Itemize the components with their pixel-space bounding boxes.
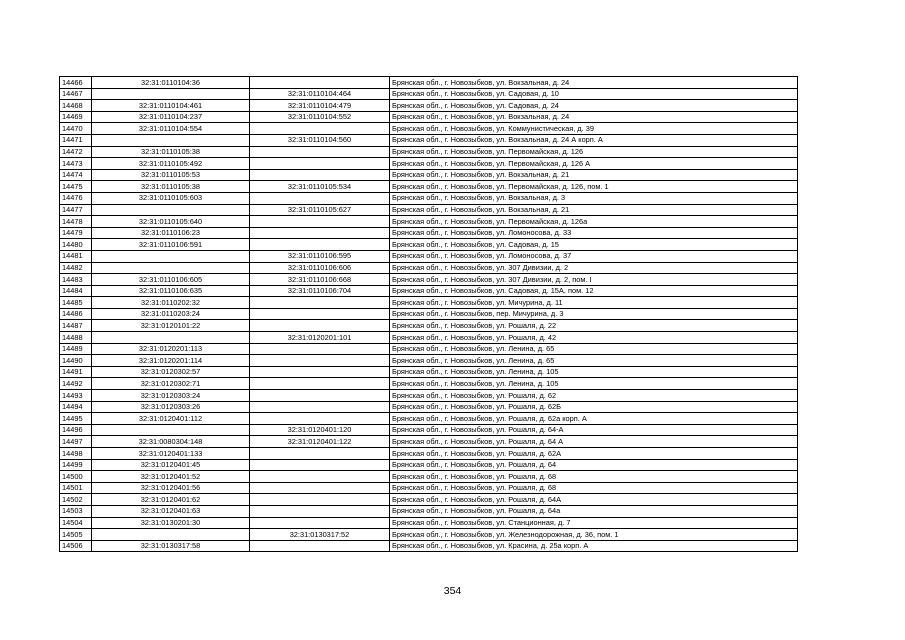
table-row <box>60 459 798 471</box>
address-cell: Брянская обл., г. Новозыбков, ул. Рошаля, д. 62Б <box>390 401 798 413</box>
address-cell: Брянская обл., г. Новозыбков, ул. Рошаля, д. 64 А <box>390 436 798 448</box>
table-row <box>60 169 798 181</box>
table-row <box>60 192 798 204</box>
address-cell: Брянская обл., г. Новозыбков, ул. 307 Дивизии, д. 2, пом. I <box>390 274 798 286</box>
cadastral-number-cell: 32:31:0110104:36 <box>92 77 250 89</box>
row-number-cell: 14496 <box>60 424 92 436</box>
cadastral-number-cell: 32:31:0110105:640 <box>92 216 250 228</box>
row-number-cell: 14480 <box>60 239 92 251</box>
table-row <box>60 134 798 146</box>
linked-cadastral-number-cell <box>250 320 390 332</box>
linked-cadastral-number-cell: 32:31:0130317:52 <box>250 529 390 541</box>
table-row <box>60 297 798 309</box>
address-cell: Брянская обл., г. Новозыбков, ул. Вокзальная, д. 24 А корп. А <box>390 134 798 146</box>
cadastral-number-cell: 32:31:0110105:492 <box>92 158 250 170</box>
table-row <box>60 262 798 274</box>
table-row <box>60 471 798 483</box>
cadastral-number-cell: 32:31:0110104:237 <box>92 111 250 123</box>
row-number-cell: 14467 <box>60 88 92 100</box>
row-number-cell: 14471 <box>60 134 92 146</box>
table-row <box>60 505 798 517</box>
address-cell: Брянская обл., г. Новозыбков, ул. Вокзальная, д. 21 <box>390 204 798 216</box>
table-row <box>60 436 798 448</box>
table-row <box>60 401 798 413</box>
row-number-cell: 14501 <box>60 482 92 494</box>
table-row <box>60 366 798 378</box>
linked-cadastral-number-cell <box>250 343 390 355</box>
linked-cadastral-number-cell: 32:31:0110104:479 <box>250 100 390 112</box>
cadastral-number-cell <box>92 134 250 146</box>
address-cell: Брянская обл., г. Новозыбков, ул. Рошаля, д. 42 <box>390 332 798 344</box>
cadastral-number-cell: 32:31:0110105:603 <box>92 192 250 204</box>
address-cell: Брянская обл., г. Новозыбков, ул. Садовая, д. 15А, пом. 12 <box>390 285 798 297</box>
linked-cadastral-number-cell <box>250 494 390 506</box>
cadastral-number-cell <box>92 332 250 344</box>
cadastral-number-cell <box>92 529 250 541</box>
address-cell: Брянская обл., г. Новозыбков, ул. Рошаля, д. 64 <box>390 459 798 471</box>
cadastral-number-cell: 32:31:0110203:24 <box>92 308 250 320</box>
cadastral-number-cell: 32:31:0120401:62 <box>92 494 250 506</box>
linked-cadastral-number-cell <box>250 355 390 367</box>
address-cell: Брянская обл., г. Новозыбков, ул. Ленина, д. 105 <box>390 378 798 390</box>
table-row <box>60 517 798 529</box>
linked-cadastral-number-cell <box>250 517 390 529</box>
page-number: 354 <box>443 585 462 597</box>
table-row <box>60 216 798 228</box>
cadastral-number-cell: 32:31:0110106:591 <box>92 239 250 251</box>
linked-cadastral-number-cell: 32:31:0110105:627 <box>250 204 390 216</box>
cadastral-number-cell: 32:31:0110106:635 <box>92 285 250 297</box>
cadastral-number-cell: 32:31:0120303:24 <box>92 390 250 402</box>
linked-cadastral-number-cell: 32:31:0110104:552 <box>250 111 390 123</box>
table-row <box>60 540 798 552</box>
cadastral-number-cell <box>92 262 250 274</box>
cadastral-number-cell: 32:31:0120302:71 <box>92 378 250 390</box>
row-number-cell: 14502 <box>60 494 92 506</box>
linked-cadastral-number-cell <box>250 308 390 320</box>
cadastral-number-cell: 32:31:0120401:52 <box>92 471 250 483</box>
row-number-cell: 14500 <box>60 471 92 483</box>
cadastral-number-cell: 32:31:0110106:23 <box>92 227 250 239</box>
table-row <box>60 100 798 112</box>
cadastral-number-cell <box>92 250 250 262</box>
address-cell: Брянская обл., г. Новозыбков, ул. Рошаля, д. 22 <box>390 320 798 332</box>
address-cell: Брянская обл., г. Новозыбков, ул. Вокзальная, д. 3 <box>390 192 798 204</box>
cadastral-number-cell: 32:31:0110105:38 <box>92 146 250 158</box>
row-number-cell: 14466 <box>60 77 92 89</box>
row-number-cell: 14495 <box>60 413 92 425</box>
registry-table-body <box>60 77 798 552</box>
linked-cadastral-number-cell: 32:31:0110104:464 <box>250 88 390 100</box>
address-cell: Брянская обл., г. Новозыбков, ул. Рошаля, д. 64-А <box>390 424 798 436</box>
cadastral-number-cell: 32:31:0120303:26 <box>92 401 250 413</box>
linked-cadastral-number-cell <box>250 227 390 239</box>
row-number-cell: 14479 <box>60 227 92 239</box>
row-number-cell: 14469 <box>60 111 92 123</box>
row-number-cell: 14489 <box>60 343 92 355</box>
row-number-cell: 14503 <box>60 505 92 517</box>
address-cell: Брянская обл., г. Новозыбков, ул. Рошаля, д. 68 <box>390 482 798 494</box>
address-cell: Брянская обл., г. Новозыбков, ул. Станционная, д. 7 <box>390 517 798 529</box>
linked-cadastral-number-cell <box>250 123 390 135</box>
cadastral-number-cell: 32:31:0120401:63 <box>92 505 250 517</box>
address-cell: Брянская обл., г. Новозыбков, ул. Первомайская, д. 126 А <box>390 158 798 170</box>
cadastral-number-cell: 32:31:0080304:148 <box>92 436 250 448</box>
linked-cadastral-number-cell: 32:31:0120201:101 <box>250 332 390 344</box>
linked-cadastral-number-cell <box>250 390 390 402</box>
address-cell: Брянская обл., г. Новозыбков, ул. Ленина, д. 65 <box>390 355 798 367</box>
table-row <box>60 250 798 262</box>
row-number-cell: 14468 <box>60 100 92 112</box>
address-cell: Брянская обл., г. Новозыбков, ул. Железнодорожная, д. 36, пом. 1 <box>390 529 798 541</box>
cadastral-number-cell: 32:31:0130201:30 <box>92 517 250 529</box>
address-cell: Брянская обл., г. Новозыбков, ул. Первомайская, д. 126, пом. 1 <box>390 181 798 193</box>
cadastral-number-cell: 32:31:0110106:605 <box>92 274 250 286</box>
linked-cadastral-number-cell <box>250 77 390 89</box>
table-row <box>60 482 798 494</box>
row-number-cell: 14476 <box>60 192 92 204</box>
row-number-cell: 14506 <box>60 540 92 552</box>
linked-cadastral-number-cell <box>250 169 390 181</box>
cadastral-number-cell <box>92 424 250 436</box>
registry-table <box>59 76 798 552</box>
table-row <box>60 529 798 541</box>
cadastral-number-cell: 32:31:0120401:112 <box>92 413 250 425</box>
table-row <box>60 355 798 367</box>
linked-cadastral-number-cell <box>250 448 390 460</box>
linked-cadastral-number-cell <box>250 505 390 517</box>
cadastral-number-cell <box>92 88 250 100</box>
address-cell: Брянская обл., г. Новозыбков, ул. Ленина, д. 65 <box>390 343 798 355</box>
address-cell: Брянская обл., г. Новозыбков, ул. Садовая, д. 10 <box>390 88 798 100</box>
cadastral-number-cell: 32:31:0120101:22 <box>92 320 250 332</box>
linked-cadastral-number-cell <box>250 482 390 494</box>
linked-cadastral-number-cell: 32:31:0110106:668 <box>250 274 390 286</box>
linked-cadastral-number-cell <box>250 146 390 158</box>
cadastral-number-cell: 32:31:0120302:57 <box>92 366 250 378</box>
linked-cadastral-number-cell <box>250 413 390 425</box>
cadastral-number-cell: 32:31:0120201:113 <box>92 343 250 355</box>
table-row <box>60 378 798 390</box>
table-row <box>60 181 798 193</box>
address-cell: Брянская обл., г. Новозыбков, ул. Вокзальная, д. 24 <box>390 77 798 89</box>
address-cell: Брянская обл., г. Новозыбков, ул. Мичурина, д. 11 <box>390 297 798 309</box>
linked-cadastral-number-cell: 32:31:0110106:595 <box>250 250 390 262</box>
address-cell: Брянская обл., г. Новозыбков, ул. Рошаля, д. 64а <box>390 505 798 517</box>
row-number-cell: 14485 <box>60 297 92 309</box>
address-cell: Брянская обл., г. Новозыбков, ул. Коммунистическая, д. 39 <box>390 123 798 135</box>
linked-cadastral-number-cell <box>250 378 390 390</box>
address-cell: Брянская обл., г. Новозыбков, пер. Мичурина, д. 3 <box>390 308 798 320</box>
address-cell: Брянская обл., г. Новозыбков, ул. Рошаля, д. 62А <box>390 448 798 460</box>
table-row <box>60 448 798 460</box>
row-number-cell: 14492 <box>60 378 92 390</box>
row-number-cell: 14504 <box>60 517 92 529</box>
row-number-cell: 14488 <box>60 332 92 344</box>
row-number-cell: 14494 <box>60 401 92 413</box>
cadastral-number-cell: 32:31:0110202:32 <box>92 297 250 309</box>
row-number-cell: 14482 <box>60 262 92 274</box>
row-number-cell: 14493 <box>60 390 92 402</box>
linked-cadastral-number-cell: 32:31:0110104:560 <box>250 134 390 146</box>
table-row <box>60 123 798 135</box>
address-cell: Брянская обл., г. Новозыбков, ул. Рошаля, д. 68 <box>390 471 798 483</box>
row-number-cell: 14474 <box>60 169 92 181</box>
row-number-cell: 14481 <box>60 250 92 262</box>
linked-cadastral-number-cell: 32:31:0120401:122 <box>250 436 390 448</box>
cadastral-number-cell <box>92 204 250 216</box>
table-row <box>60 343 798 355</box>
address-cell: Брянская обл., г. Новозыбков, ул. Красина, д. 25а корп. А <box>390 540 798 552</box>
table-row <box>60 204 798 216</box>
row-number-cell: 14499 <box>60 459 92 471</box>
linked-cadastral-number-cell <box>250 192 390 204</box>
row-number-cell: 14486 <box>60 308 92 320</box>
address-cell: Брянская обл., г. Новозыбков, ул. Первомайская, д. 126а <box>390 216 798 228</box>
row-number-cell: 14473 <box>60 158 92 170</box>
linked-cadastral-number-cell <box>250 459 390 471</box>
cadastral-number-cell: 32:31:0120401:56 <box>92 482 250 494</box>
table-row <box>60 239 798 251</box>
linked-cadastral-number-cell <box>250 216 390 228</box>
linked-cadastral-number-cell <box>250 239 390 251</box>
address-cell: Брянская обл., г. Новозыбков, ул. Садовая, д. 15 <box>390 239 798 251</box>
row-number-cell: 14475 <box>60 181 92 193</box>
row-number-cell: 14478 <box>60 216 92 228</box>
row-number-cell: 14498 <box>60 448 92 460</box>
table-row <box>60 424 798 436</box>
table-row <box>60 413 798 425</box>
cadastral-number-cell: 32:31:0120201:114 <box>92 355 250 367</box>
table-row <box>60 320 798 332</box>
address-cell: Брянская обл., г. Новозыбков, ул. Садовая, д. 24 <box>390 100 798 112</box>
linked-cadastral-number-cell: 32:31:0110106:704 <box>250 285 390 297</box>
address-cell: Брянская обл., г. Новозыбков, ул. Ленина, д. 105 <box>390 366 798 378</box>
linked-cadastral-number-cell: 32:31:0110106:606 <box>250 262 390 274</box>
linked-cadastral-number-cell <box>250 401 390 413</box>
table-row <box>60 274 798 286</box>
linked-cadastral-number-cell <box>250 366 390 378</box>
table-row <box>60 77 798 89</box>
address-cell: Брянская обл., г. Новозыбков, ул. Вокзальная, д. 24 <box>390 111 798 123</box>
row-number-cell: 14470 <box>60 123 92 135</box>
table-row <box>60 332 798 344</box>
address-cell: Брянская обл., г. Новозыбков, ул. Ломоносова, д. 37 <box>390 250 798 262</box>
cadastral-number-cell: 32:31:0110104:554 <box>92 123 250 135</box>
table-row <box>60 308 798 320</box>
table-row <box>60 494 798 506</box>
row-number-cell: 14487 <box>60 320 92 332</box>
linked-cadastral-number-cell: 32:31:0110105:534 <box>250 181 390 193</box>
linked-cadastral-number-cell <box>250 158 390 170</box>
row-number-cell: 14477 <box>60 204 92 216</box>
row-number-cell: 14484 <box>60 285 92 297</box>
address-cell: Брянская обл., г. Новозыбков, ул. 307 Дивизии, д. 2 <box>390 262 798 274</box>
table-row <box>60 227 798 239</box>
cadastral-number-cell: 32:31:0120401:133 <box>92 448 250 460</box>
address-cell: Брянская обл., г. Новозыбков, ул. Первомайская, д. 126 <box>390 146 798 158</box>
row-number-cell: 14483 <box>60 274 92 286</box>
cadastral-number-cell: 32:31:0110105:38 <box>92 181 250 193</box>
address-cell: Брянская обл., г. Новозыбков, ул. Рошаля, д. 62 <box>390 390 798 402</box>
table-row <box>60 88 798 100</box>
cadastral-number-cell: 32:31:0110105:53 <box>92 169 250 181</box>
address-cell: Брянская обл., г. Новозыбков, ул. Ломоносова, д. 33 <box>390 227 798 239</box>
table-row <box>60 158 798 170</box>
cadastral-number-cell: 32:31:0110104:461 <box>92 100 250 112</box>
table-row <box>60 146 798 158</box>
linked-cadastral-number-cell <box>250 471 390 483</box>
linked-cadastral-number-cell: 32:31:0120401:120 <box>250 424 390 436</box>
cadastral-number-cell: 32:31:0130317:58 <box>92 540 250 552</box>
address-cell: Брянская обл., г. Новозыбков, ул. Рошаля, д. 62а корп. А <box>390 413 798 425</box>
row-number-cell: 14490 <box>60 355 92 367</box>
address-cell: Брянская обл., г. Новозыбков, ул. Вокзальная, д. 21 <box>390 169 798 181</box>
address-cell: Брянская обл., г. Новозыбков, ул. Рошаля, д. 64А <box>390 494 798 506</box>
row-number-cell: 14491 <box>60 366 92 378</box>
linked-cadastral-number-cell <box>250 297 390 309</box>
table-row <box>60 111 798 123</box>
cadastral-number-cell: 32:31:0120401:45 <box>92 459 250 471</box>
table-row <box>60 390 798 402</box>
row-number-cell: 14505 <box>60 529 92 541</box>
linked-cadastral-number-cell <box>250 540 390 552</box>
table-row <box>60 285 798 297</box>
row-number-cell: 14472 <box>60 146 92 158</box>
row-number-cell: 14497 <box>60 436 92 448</box>
